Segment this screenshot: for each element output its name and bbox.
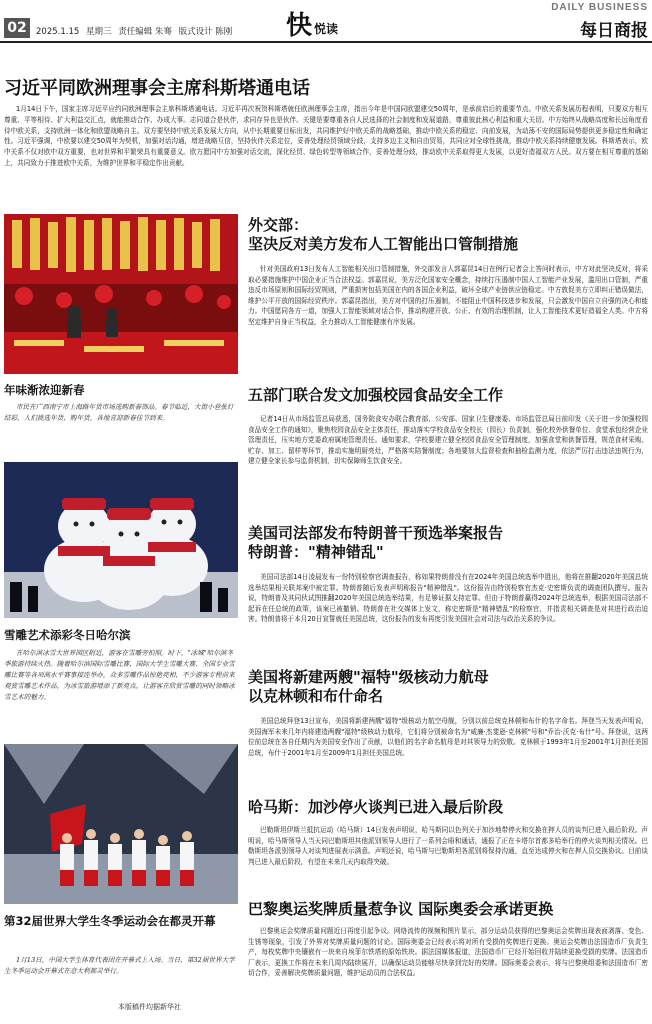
headline-line: 巴黎奥运奖牌质量惹争议 国际奥委会承诺更换 bbox=[248, 900, 554, 918]
date: 2025.1.15 bbox=[36, 27, 80, 37]
article-olympic-medals-headline bbox=[248, 900, 648, 919]
photo3-title: 第32届世界大学生冬季运动会在都灵开幕 bbox=[4, 914, 216, 928]
photo2-title: 雪雕艺术添彩冬日哈尔滨 bbox=[4, 628, 131, 642]
article-aircraft-carriers-headline bbox=[248, 668, 648, 706]
paper-name-en: DAILY BUSINESS bbox=[551, 2, 648, 13]
photo-snow-sculpture bbox=[4, 462, 238, 618]
headline-line: 以克林顿和布什命名 bbox=[248, 687, 384, 705]
source-credit: 本版稿件均据新华社 bbox=[118, 1003, 181, 1011]
article-trump-report-body: 美国司法部14日凌晨发布一份特别检察官调查报告，称如果特朗普没有在2024年美国总统选举中胜出，他将在推翻2020年美国总统选举结果相关联邦案中被定罪。特朗普随后发表声明称报告"精神错乱"。这份报告由特别检察官杰克·史密斯负责的调查团队撰写。报告说，特朗普及其同伙试图推翻2020年美国总统选举结果，有足够证据支持定罪。但由于特朗普赢得2024年总统选举，根据美国司法部不起诉在任总统的政策，该案已被撤销。特朗普在社交媒体上发文，称史密斯是"精神错乱"的检察官，并指责相关调查是对其进行政治迫害。特朗普将于本月20日宣誓就任美国总统，这份报告的发布再度引发美国社会对司法与政治关系的争议。 bbox=[248, 573, 648, 624]
date-line bbox=[36, 25, 236, 37]
article-ai-export-controls-headline bbox=[248, 216, 648, 254]
article-gaza-ceasefire-headline bbox=[248, 798, 648, 817]
page-number: 02 bbox=[4, 18, 30, 38]
headline-line: 坚决反对美方发布人工智能出口管制措施 bbox=[248, 235, 519, 253]
photo-new-year-market bbox=[4, 214, 238, 374]
section-logo-small: 悦读 bbox=[314, 22, 339, 36]
photo3-caption: 1月13日，中国大学生体育代表团在开幕式上入场。当日，第32届世界大学生冬季运动会开幕式在意大利都灵举行。 bbox=[4, 956, 235, 975]
headline-line: 哈马斯：加沙停火谈判已进入最后阶段 bbox=[248, 798, 504, 816]
headline-line: 美国司法部发布特朗普干预选举案报告 bbox=[248, 524, 504, 542]
photo2-caption: 在哈尔滨冰雪大世界园区附近，游客在雪雕旁拍照。时下，"冰城"哈尔滨冬季旅游持续火热。随着哈尔滨国际雪雕比赛、国际大学生雪雕大赛、全国专业雪雕比赛等各项高水平赛事接连举办，众多雪雕作品惊艳亮相，不少游客专程前来观赏雪雕艺术作品，为冰雪旅游增添了新亮点，让游客在欣赏雪雕的同时领略冰雪艺术的魅力。 bbox=[4, 649, 235, 701]
paper-name-cn: 每日商报 bbox=[580, 21, 648, 41]
article-gaza-ceasefire-body: 巴勒斯坦伊斯兰抵抗运动（哈马斯）14日发表声明说，哈马斯同以色列关于加沙地带停火和交换在押人员的谈判已进入最后阶段。声明说，哈马斯领导人当天同巴勒斯坦其他派别领导人进行了一系列会晤和通话，通报了正在卡塔尔首都多哈举行的停火谈判相关情况。巴勒斯坦各派别领导人对谈判进展表示满意。声明还说，哈马斯与巴勒斯坦各派别将保持沟通，直至达成停火和在押人员交换协议。目前谈判已进入最后阶段，有望在未来几天内取得突破。 bbox=[248, 826, 648, 866]
article-school-food-safety-headline bbox=[248, 386, 648, 405]
photo1-title: 年味渐浓迎新春 bbox=[4, 383, 85, 397]
masthead bbox=[0, 0, 652, 42]
headline-line: 外交部： bbox=[248, 216, 309, 234]
headline-line: 美国将新建两艘"福特"级核动力航母 bbox=[248, 668, 489, 686]
weekday: 星期三 bbox=[85, 27, 112, 37]
article-aircraft-carriers-body: 美国总统拜登13日宣布，美国将新建两艘"福特"级核动力航空母舰，分别以前总统克林顿和布什的名字命名。拜登当天发表声明说，美国海军未来几年内将建造两艘"福特"级核动力航母，它们将分别被命名为"威廉·杰斐逊·克林顿"号和"乔治·沃克·布什"号。拜登说，这两位前总统在各自任期内为美国安全作出了贡献，以他们的名字命名航母是对其领导力的致敬。克林顿于1993年1月至2001年1月担任美国总统，布什于2001年1月至2009年1月担任美国总统。 bbox=[248, 717, 648, 757]
headline-line: 特朗普："精神错乱" bbox=[248, 543, 384, 561]
editor: 责任编辑 朱骞 bbox=[118, 27, 172, 37]
headline-line: 五部门联合发文加强校园食品安全工作 bbox=[248, 386, 504, 404]
article-olympic-medals-body: 巴黎奥运会奖牌质量问题近日再度引起争议。网络流传的视频和图片显示，部分运动员获得的巴黎奥运会奖牌出现表面剥落、变色、生锈等现象，引发了外界对奖牌质量问题的讨论。国际奥委会已经表示将对所有受损的奖牌进行更换。奥运会奖牌由法国造币厂负责生产，每枚奖牌中央镶嵌有一块来自埃菲尔铁塔的原始铁块。据法国媒体报道，法国造币厂已经开始回收并陆续更换受损的奖牌。法国造币厂表示，更换工作将在未来几周内陆续展开，以确保运动员能够尽快拿到完好的奖牌。国际奥委会表示，将与巴黎奥组委和法国造币厂密切合作，妥善解决奖牌质量问题，维护运动员的合法权益。 bbox=[248, 927, 648, 978]
section-logo bbox=[286, 12, 338, 40]
layout-designer: 版式设计 陈刚 bbox=[178, 27, 233, 37]
article-school-food-safety-body: 记者14日从市场监管总局获悉，国务院食安办联合教育部、公安部、国家卫生健康委、市场监管总局日前印发《关于进一步加强校园食品安全工作的通知》，聚焦校园食品安全主体责任，推动落实学校食品安全校长（园长）负责制，强化校外供餐单位、食堂承包经营企业管理责任，压实地方党委政府属地管理责任。通知要求，学校要建立健全校园食品安全管理制度，加强食堂和供餐管理，规范食材采购、贮存、加工、留样等环节，推动实施明厨亮灶，严格落实陪餐制度；各地要加大监督检查和抽检监测力度，依法严厉打击违法违规行为，建立健全家长参与监督机制，切实保障师生饮食安全。 bbox=[248, 415, 648, 466]
masthead-rule bbox=[0, 41, 652, 43]
photo-universiade bbox=[4, 744, 238, 904]
article-trump-report-headline bbox=[248, 524, 648, 562]
article-ai-export-controls-body: 针对美国政府13日发布人工智能相关出口管制措施，外交部发言人郭嘉昆14日在例行记者会上答问时表示，中方对此坚决反对，将采取必要措施维护中国企业正当合法权益。郭嘉昆说，美方泛化国家安全概念，持续打压遏制中国人工智能产业发展，滥用出口管制，严重违反市场原则和国际经贸规则，严重损害包括美国在内的各国企业利益，破坏全球产业链供应链稳定。中方敦促美方立即纠正错误做法，维护公平开放的国际经贸秩序。郭嘉昆指出，美方对中国的打压遏制，不能阻止中国科技进步和发展，只会激发中国自立自强的决心和能力。中国愿同各方一道，加强人工智能领域对话合作，推动构建开放、公正、有效的治理机制，让人工智能技术更好造福全人类。中方将坚定维护自身正当权益，全力推动人工智能健康有序发展。 bbox=[248, 265, 648, 326]
lead-headline: 习近平同欧洲理事会主席科斯塔通电话 bbox=[4, 78, 310, 99]
lead-body: 1月14日下午，国家主席习近平应约同欧洲理事会主席科斯塔通电话。习近平再次祝贺科斯塔就任欧洲理事会主席，指出今年是中国同欧盟建交50周年，是承前启后的重要节点。中欧关系发展历程表明，只要双方相互尊重、平等相待、扩大利益交汇点，就能推动合作、办成大事。志同道合是伙伴，求同存异也是伙伴。关键是要尊重各自人民选择的社会制度和发展道路，尊重彼此核心利益和重大关切。中方始终从战略高度和长远角度看待中欧关系，支持欧洲一体化和欧盟战略自主。双方要坚持中欧关系发展大方向，从中长期重要目标出发，共同维护好中欧关系的战略基础，推动中欧关系的稳定、向前发展，为动荡不安的国际局势提供更多稳定性和确定性。习近平强调，中欧要以建交50周年为契机，加强对话沟通，增进战略互信，坚持伙伴关系定位，妥善处理经贸领域分歧，支持多边主义和自由贸易，共同应对全球性挑战，推动中欧关系持续健康发展。科斯塔表示，欧中关系不仅对欧中双方重要，也对世界和平繁荣具有重要意义。欧方愿同中方加强对话交流，深化经贸、绿色转型等领域合作，妥善处理分歧，推动欧中关系取得更大发展，以更好造福双方人民。双方要在相互尊重的基础上，共同致力于推进欧中关系，为维护世界和平稳定作出贡献。 bbox=[4, 105, 648, 167]
section-logo-big: 快 bbox=[286, 11, 313, 41]
photo1-caption: 市民在广西南宁市上海路年货市场选购新春饰品。春节临近，大街小巷张灯结彩，人们挑选年货、购年货，各地喜迎新春佳节到来。 bbox=[4, 403, 234, 422]
